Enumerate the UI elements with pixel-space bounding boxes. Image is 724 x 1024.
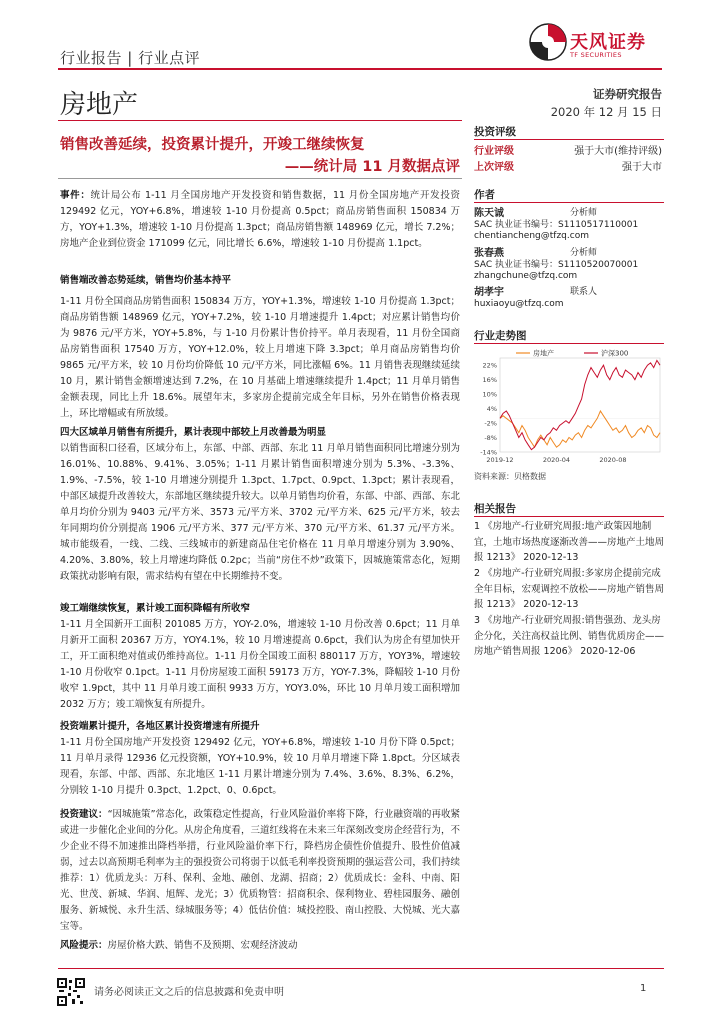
- related-divider: [474, 516, 664, 517]
- section-4-heading: 投资端累计提升，各地区累计投资增速有所提升: [60, 721, 260, 732]
- y-tick-label: -8%: [484, 434, 497, 443]
- industry-rating-label: 行业评级: [474, 146, 514, 157]
- related-report[interactable]: 3 《房地产-行业研究周报:销售强劲、龙头房企分化，关注高权益比例、销售优质房企——房地产销售周报 1206》 2020-12-06: [474, 615, 665, 657]
- author-role: 分析师: [570, 208, 598, 218]
- report-subtitle: ——统计局 11 月数据点评: [284, 159, 460, 175]
- sector-title: 房地产: [60, 90, 139, 120]
- author-role: 联系人: [570, 287, 598, 297]
- y-tick-label: 16%: [482, 376, 497, 385]
- tf-logo-icon: [528, 22, 568, 62]
- author-divider: [474, 202, 664, 203]
- y-tick-label: 10%: [482, 390, 497, 399]
- author-heading: 作者: [474, 189, 495, 201]
- report-title: 销售改善延续，投资累计提升，开竣工继续恢复: [60, 137, 365, 153]
- author-cert: SAC 执业证书编号：S1110517110001: [474, 219, 639, 230]
- y-tick-label: -2%: [484, 419, 497, 428]
- author-card: [474, 208, 664, 243]
- legend-label: 房地产: [533, 349, 554, 358]
- sector-divider: [58, 120, 462, 121]
- section-3-body: 1-11 月全国新开工面积 201085 万方，YOY-2.0%，增速较 1-10 月份改善 0.6pct；11 月单月新开工面积 20367 万方，YOY4.1%，较 10 月增速提高 0.6pct，我们认为房企有望加快开工，开工面积绝对值或仍维持高位。1-11 月份全国竣工面积 880117 万方，YOY3%，增速较 1-10 月份收窄 0.1pct。1-11 月份房屋竣工面积 59173 万方，YOY-7.3%，降幅较 1-10 月份收窄 1.9pct，其中 11 月单月竣工面积 9933 万方，YOY3.0%，环比 10 月单月竣工面积增加 2032 万方；竣工端恢复有所提升。: [60, 619, 460, 710]
- related-report[interactable]: 2 《房地产-行业研究周报:多家房企提前完成全年目标，宏观调控不放松——房地产销售周报 1213》 2020-12-13: [474, 568, 665, 610]
- section-4: [60, 719, 460, 735]
- prev-rating-label: 上次评级: [474, 162, 514, 173]
- x-tick-label: 2020-08: [599, 456, 627, 464]
- author-card: [474, 248, 664, 283]
- author-email[interactable]: chentiancheng@tfzq.com: [474, 231, 589, 241]
- author-name: 陈天诚: [474, 208, 504, 219]
- legend-label: 沪深300: [601, 349, 629, 358]
- risk-paragraph: [60, 938, 460, 954]
- recommendation-text: “因城施策”常态化，政策稳定性提高，行业风险溢价率将下降，行业融资端的再收紧或进一步催化企业间的分化。从房企角度看，三道红线将在未来三年深刻改变房企经营行为，不少企业不得不加速推出降档举措，行业风险溢价率下行，降档房企债性价值提升、股性价值减弱，过去以高预期毛利率为主的强投资公司将弱于以低毛利率投资预期的强运营公司，我们持续推荐：1）优质龙头：万科、保利、金地、融创、龙湖、招商；2）优质成长：金科、中南、阳光、世茂、新城、华润、旭辉、龙光；3）优质物管：招商积余、保利物业、碧桂园服务、融创服务、新城悦、永升生活、绿城服务等；4）低估价值：城投控股、南山控股、大悦城、光大嘉宝等。: [60, 809, 460, 932]
- author-card: [474, 287, 664, 310]
- series-line-property: [500, 411, 660, 447]
- y-tick-label: 4%: [486, 405, 497, 414]
- event-text: 统计局公布 1-11 月全国房地产开发投资和销售数据，11 月份全国房地产开发投资 129492 亿元，YOY+6.8%，增速较 1-10 月份提高 0.5pct；商品房销售面积 150834 万方，YOY+1.3%，增速较 1-10 月份提高 1.3pct；商品房销售额 148969 亿元，增长 7.2%；房地产企业到位资金 171099 亿元，同比增长 6.6%，增速较 1-10 月份提高 1.1pct。: [60, 190, 460, 249]
- chart-source: 资料来源：贝格数据: [474, 472, 546, 481]
- rating-divider: [474, 139, 664, 140]
- author-name: 张春燕: [474, 248, 504, 259]
- report-date: 2020 年 12 月 15 日: [550, 105, 662, 119]
- author-name: 胡孝宇: [474, 287, 504, 298]
- section-3: [60, 601, 460, 617]
- industry-trend-chart: [474, 346, 666, 470]
- brand-logo: [528, 22, 668, 68]
- brand-name-en: TF SECURITIES: [570, 51, 622, 59]
- event-paragraph: [60, 188, 460, 252]
- series-line-hs300: [500, 360, 660, 449]
- author-role: 分析师: [570, 248, 598, 258]
- report-type: 行业报告 | 行业点评: [60, 49, 201, 67]
- author-cert: SAC 执业证书编号：S1110520070001: [474, 259, 639, 270]
- risk-text: 房屋价格大跌、销售不及预期、宏观经济波动: [107, 940, 298, 951]
- title-divider: [58, 178, 462, 179]
- section-4-body: 1-11 月份全国房地产开发投资 129492 亿元，YOY+6.8%，增速较 1-10 月份下降 0.5pct；11 月单月录得 12936 亿元投资额，YOY+10.9%，较 10 月单月增速下降 1.8pct。分区域表现看，东部、中部、西部、东北地区 1-11 月累计增速分别为 7.4%、3.6%、8.3%、6.2%，分别较 1-10 月提升 0.3pct、1.2pct、0、0.6pct。: [60, 737, 460, 796]
- report-label: 证券研究报告: [593, 87, 662, 101]
- page-number: 1: [640, 983, 647, 994]
- industry-rating-value: 强于大市(维持评级): [574, 146, 662, 157]
- qr-code-icon[interactable]: [57, 978, 85, 1006]
- section-1: [60, 273, 460, 289]
- risk-label: 风险提示：: [60, 940, 108, 951]
- trend-heading: 行业走势图: [474, 330, 527, 342]
- rating-heading: 投资评级: [474, 126, 516, 138]
- section-3-heading: 竣工端继续恢复，累计竣工面积降幅有所收窄: [60, 603, 251, 614]
- footer-divider: [58, 968, 664, 969]
- author-email[interactable]: huxiaoyu@tfzq.com: [474, 298, 564, 309]
- recommendation-label: 投资建议：: [60, 809, 108, 820]
- y-tick-label: 22%: [482, 361, 497, 370]
- event-label: 事件：: [60, 190, 91, 201]
- section-2-heading: 四大区域单月销售有所提升，累计表现中部较上月改善最为明显: [60, 427, 327, 438]
- brand-name-cn: 天风证券: [570, 32, 646, 53]
- section-2-body: 以销售面积口径看，区域分布上，东部、中部、西部、东北 11 月单月销售面积同比增速分别为 16.01%、10.88%、9.41%、3.05%；1-11 月累计销售面积增速分别为 5.3%、-3.3%、1.9%、-7.5%，较 1-10 月增速分别提升 1.3pct、1.7pct、0.9pct、1.3pct；累计表现看，中部区域提升改善较大，东部地区继续提升较大。以单月销售均价看，东部、中部、西部、东北单月均价分别为 9403 元/平方米、3573 元/平方米、3702 元/平方米、625 元/平方米，较去年同期均价分别提高 1906 元/平方米、377 元/平方米、370 元/平方米、61.37 元/平方米。城市能级看，一线、二线、三线城市的新建商品住宅价格在 11 月单月增速分别为 3.90%、4.20%、3.80%，较上月增速均降低 0.2pc；当前“房住不炒”政策下，因城施策常态化，短期政策扰动影响有限，需求结构有望在中长期维持不变。: [60, 443, 460, 582]
- header-divider: [58, 68, 662, 70]
- related-report[interactable]: 1 《房地产-行业研究周报:地产政策因地制宜，土地市场热度逐渐改善——房地产土地周报 1213》 2020-12-13: [474, 521, 665, 563]
- section-1-heading: 销售端改善态势延续，销售均价基本持平: [60, 275, 232, 286]
- related-heading: 相关报告: [474, 503, 516, 515]
- section-2: [60, 425, 460, 441]
- prev-rating-value: 强于大市: [622, 162, 662, 173]
- y-tick-label: -14%: [480, 448, 497, 457]
- x-tick-label: 2020-04: [542, 456, 571, 464]
- author-email[interactable]: zhangchune@tfzq.com: [474, 271, 578, 281]
- section-1-body: 1-11 月份全国商品房销售面积 150834 万方，YOY+1.3%，增速较 1-10 月份提高 1.3pct；商品房销售额 148969 亿元，YOY+7.2%，较 1-10 月增速提升 1.4pct；对应累计销售均价为 9876 元/平方米，YOY+5.8%，与 1-10 月份累计售价持平。单月表现看，11 月份全国商品房销售面积 17540 万方，YOY+12.0%，较上月增速下降 3.3pct；单月商品房销售均价 9865 元/平方米，较 10 月份均价降低 10 元/平方米，同比涨幅 6%。11 月销售表现继续延续 10 月，累计销售金额增速达到 7.2%，在 10 月基础上增速继续提升 1.4pct；11 月单月销售金额表现，同比上升 18.6%。展望年末，多家房企提前完成全年目标，另外在销售价格表现上，环比增幅或有所放缓。: [60, 296, 460, 419]
- trend-divider: [474, 343, 664, 344]
- footer-disclaimer[interactable]: 请务必阅读正文之后的信息披露和免责申明: [94, 987, 284, 998]
- recommendation-paragraph: [60, 807, 460, 935]
- x-tick-label: 2019-12: [486, 456, 514, 464]
